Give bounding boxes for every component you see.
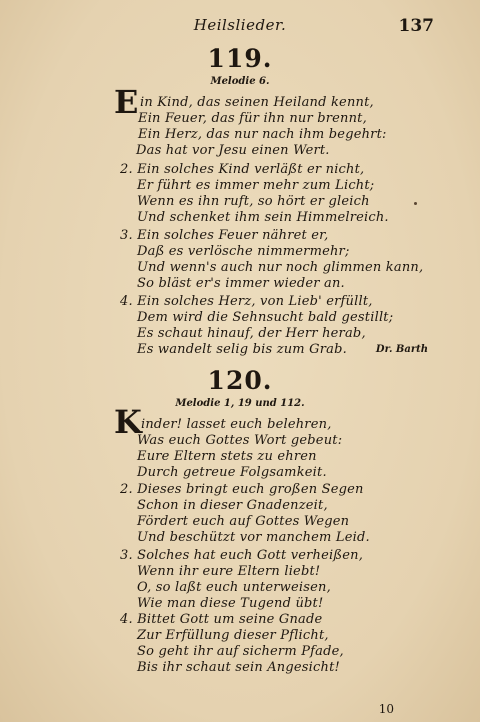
verse-line: inder! lasset euch belehren,	[141, 417, 332, 432]
verse-line: Durch getreue Folgsamkeit.	[137, 465, 327, 480]
verse-line: Es schaut hinauf, der Herr herab,	[137, 326, 366, 341]
verse-line: Eure Eltern stets zu ehren	[137, 449, 317, 464]
running-header	[0, 16, 480, 40]
verse-line: 3. Solches hat euch Gott verheißen,	[120, 548, 364, 563]
verse-line: Was euch Gottes Wort gebeut:	[137, 433, 343, 448]
verse-line: Dem wird die Sehnsucht bald gestillt;	[137, 310, 394, 325]
verse-line: Bis ihr schaut sein Angesicht!	[137, 660, 340, 675]
page-number: 137	[398, 16, 434, 36]
drop-cap-initial: E	[114, 83, 139, 121]
verse-line: Er führt es immer mehr zum Licht;	[137, 178, 375, 193]
signature-number: 10	[378, 702, 394, 716]
verse-line: Und schenket ihm sein Himmelreich.	[137, 210, 389, 225]
hymn-number: 119.	[207, 44, 273, 73]
verse-line: Ein Feuer, das für ihn nur brennt,	[138, 111, 367, 126]
verse-line: Und wenn's auch nur noch glimmen kann,	[137, 260, 424, 275]
verse-line: So geht ihr auf sicherm Pfade,	[137, 644, 344, 659]
verse-line: Zur Erfüllung dieser Pflicht,	[137, 628, 329, 643]
hymn-number: 120.	[207, 366, 273, 395]
verse-line: 4. Bittet Gott um seine Gnade	[120, 612, 323, 627]
verse-line: Wie man diese Tugend übt!	[137, 596, 324, 611]
verse-line: Daß es verlösche nimmermehr;	[137, 244, 350, 259]
verse-line: 2. Ein solches Kind verläßt er nicht,	[120, 162, 365, 177]
verse-line: Es wandelt selig bis zum Grab.	[137, 342, 347, 357]
verse-line: Ein Herz, das nur nach ihm begehrt:	[138, 127, 387, 142]
melody-note: Melodie 1, 19 und 112.	[175, 398, 305, 409]
paper-speck	[414, 202, 417, 205]
verse-line: Wenn ihr eure Eltern liebt!	[137, 564, 321, 579]
melody-note: Melodie 6.	[210, 76, 270, 87]
verse-line: Das hat vor Jesu einen Wert.	[136, 143, 330, 158]
verse-line: So bläst er's immer wieder an.	[137, 276, 345, 291]
running-title: Heilslieder.	[193, 16, 287, 34]
verse-line: 4. Ein solches Herz, von Lieb' erfüllt,	[120, 294, 373, 309]
author-attribution: Dr. Barth	[375, 344, 428, 355]
verse-line: 2. Dieses bringt euch großen Segen	[120, 482, 364, 497]
verse-line: Schon in dieser Gnadenzeit,	[137, 498, 328, 513]
verse-line: Wenn es ihn ruft, so hört er gleich	[137, 194, 370, 209]
verse-line: 3. Ein solches Feuer nähret er,	[120, 228, 329, 243]
verse-line: Und beschützt vor manchem Leid.	[137, 530, 370, 545]
drop-cap-initial: K	[114, 403, 142, 441]
verse-line: Fördert euch auf Gottes Wegen	[137, 514, 350, 529]
verse-line: in Kind, das seinen Heiland kennt,	[140, 95, 374, 110]
verse-line: O, so laßt euch unterweisen,	[137, 580, 331, 595]
